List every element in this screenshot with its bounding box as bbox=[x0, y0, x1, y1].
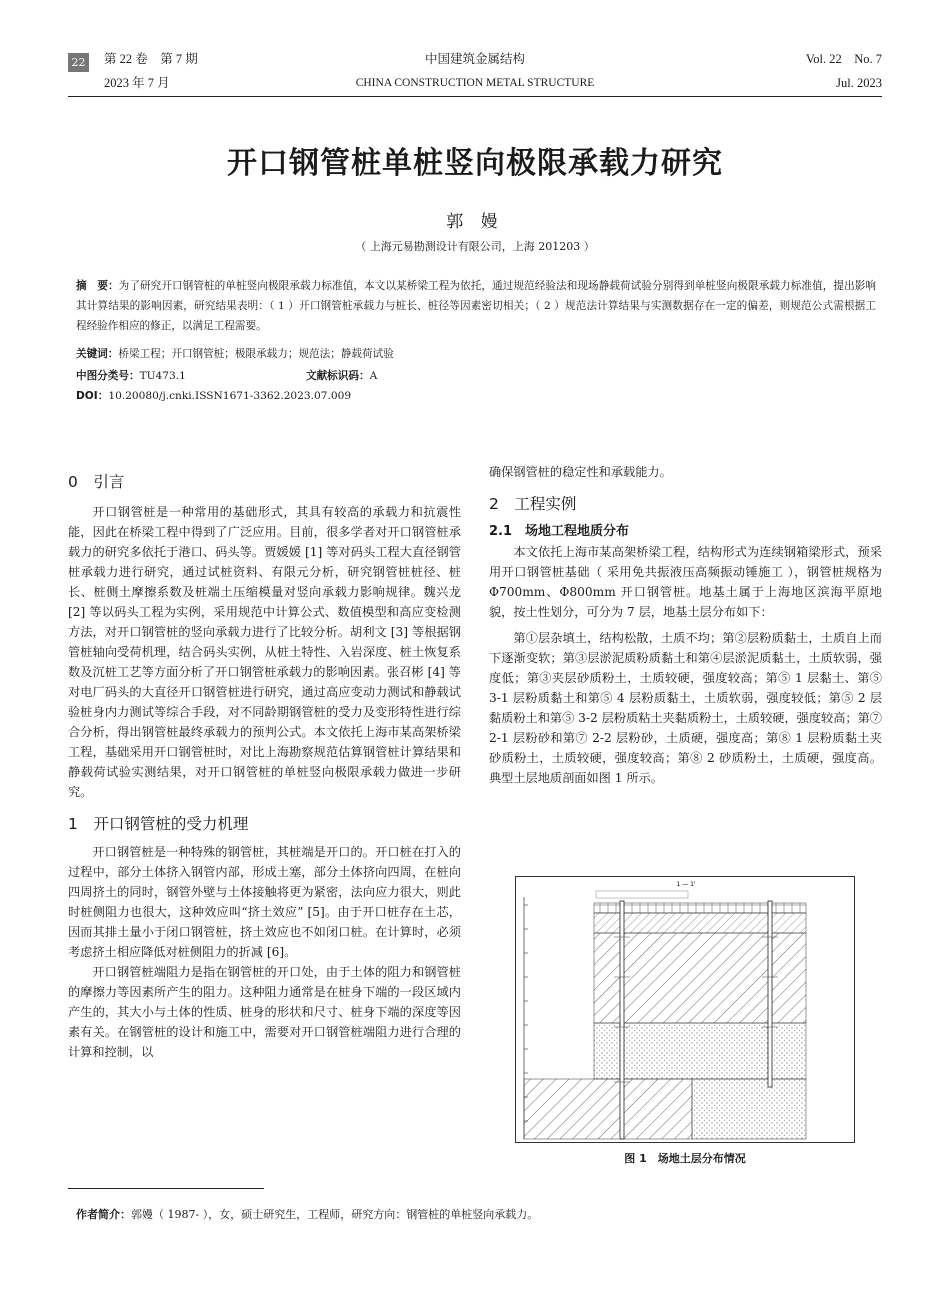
section-0-paragraph: 开口钢管桩是一种常用的基础形式，其具有较高的承载力和抗震性能，因此在桥梁工程中得到了广泛应用。目前，很多学者对开口钢管桩承载力的研究多依托于港口、码头等。贾媛媛 [1] 等对码头工程大直径钢管桩承载力进行研究，通过试桩资料、有限元分析，研究钢管桩桩径、桩长、桩侧土摩擦系数及桩端土压缩模量对竖向承载力影响规律。魏兴龙 [2] 等以码头工程为实例，采用规范中计算公式、数值模型和高应变检测方法，对开口钢管桩的竖向承载力进行了比较分析。胡利文 [3] 等根据钢管桩轴向受荷机理，结合码头实例，从桩土特性、入岩深度、桩土恢复系数及沉桩工艺等方面分析了开口钢管桩承载力的影响因素。张召彬 [4] 等对电厂码头的大直径开口钢管桩进行研究，通过高应变动力测试和静载试验桩身内力测试等综合手段，对不同龄期钢管桩的受力及变形特性进行综合分析，得出钢管桩最终承载力的预判公式。本文依托上海市某高架桥梁工程，基础采用开口钢管桩时，对比上海勘察规范估算钢管桩计算结果和静载荷试验实测结果，对开口钢管桩的单桩竖向极限承载力做进一步研究。 bbox=[68, 505, 461, 799]
keywords bbox=[76, 346, 394, 362]
clc-label: 中图分类号： bbox=[76, 370, 140, 382]
volume-cn: 第 22 卷 第 7 期 bbox=[104, 52, 198, 66]
doc-code-label: 文献标识码： bbox=[306, 370, 370, 382]
section-2-heading: 2 工程实例 bbox=[489, 495, 577, 513]
clc-text: TU473.1 bbox=[139, 370, 186, 382]
keywords-text: 桥梁工程；开口钢管桩；极限承载力；规范法；静载荷试验 bbox=[118, 348, 394, 360]
sandy-silt-layer bbox=[594, 1023, 806, 1079]
doi-label: DOI： bbox=[76, 390, 109, 402]
author-bio-label: 作者简介： bbox=[76, 1208, 131, 1221]
journal-title-en: CHINA CONSTRUCTION METAL STRUCTURE bbox=[355, 77, 595, 89]
section-1-heading: 1 开口钢管桩的受力机理 bbox=[68, 815, 249, 833]
borehole-1 bbox=[620, 901, 624, 1139]
silty-clay-layer bbox=[594, 913, 806, 933]
author-bio bbox=[76, 1206, 538, 1222]
author-bio-text: 郭嫚（ 1987- ），女，硕士研究生，工程师，研究方向：钢管桩的单桩竖向承载力。 bbox=[131, 1208, 539, 1221]
date-cn: 2023 年 7 月 bbox=[104, 76, 170, 90]
journal-title-cn: 中国建筑金属结构 bbox=[424, 52, 525, 66]
clc-number bbox=[76, 368, 186, 384]
silty-sand-layer bbox=[692, 1079, 806, 1139]
figure-caption: 图 1 场地土层分布情况 bbox=[624, 1152, 746, 1165]
document-code bbox=[306, 368, 377, 384]
section-0-heading: 0 引言 bbox=[68, 473, 125, 491]
section-2-1-paragraph-2: 第①层杂填土，结构松散，土质不均；第②层粉质黏土，土质自上而下逐渐变软；第③层淤泥质粉质黏土和第④层淤泥质黏土，土质软弱，强度低；第③夹层砂质粉土，土质较硬，强度较高；第⑤ 1 层黏土、第⑤ 3-1 层粉质黏土和第⑤ 4 层粉质黏土，土质软弱，强度较低；第⑤ 2 层黏质粉土和第⑤ 3-2 层粉质粘土夹黏质粉土，土质较硬，强度较高；第⑦ 2-1 层粉砂和第⑦ 2-2 层粉砂，土质硬，强度高；第⑧ 1 层粉质黏土夹砂质粉土，土质较硬，强度较高；第⑧ 2 砂质粉土，土质硬，强度高。典型土层地质剖面如图 1 所示。 bbox=[489, 631, 882, 785]
section-1-continuation: 确保钢管桩的稳定性和承载能力。 bbox=[489, 465, 672, 479]
figure-section-label: 1 — 1' bbox=[676, 881, 696, 888]
section-2-1-paragraph-1: 本文依托上海市某高架桥梁工程，结构形式为连续钢箱梁形式，预采用开口钢管桩基础（ 采用免共振液压高频振动锤施工 ），钢管桩规格为 Φ700mm、Φ800mm 开口钢管桩。地基土属于上海地区滨海平原地貌，按土性划分，可分为 7 层，地基土层分布如下： bbox=[489, 545, 882, 619]
keywords-label: 关键词： bbox=[76, 348, 119, 360]
section-2-1-heading: 2.1 场地工程地质分布 bbox=[489, 524, 630, 539]
footnote-rule bbox=[68, 1188, 264, 1189]
doc-code-text: A bbox=[369, 370, 378, 382]
date-en: Jul. 2023 bbox=[836, 76, 882, 90]
section-1-paragraph-1: 开口钢管桩是一种特殊的钢管桩，其桩端是开口的。开口桩在打入的过程中，部分土体挤入钢管内部，形成土塞，部分土体挤向四周，在桩向四周挤土的同时，钢管外壁与土体接触将更为紧密，法向应力很大，则此时桩侧阻力也很大，这种效应叫“挤土效应” [5]。由于开口桩存在土芯，因而其排土量小于闭口钢管桩，挤土效应也不如闭口桩。在计算时，必须考虑挤土相应降低对桩侧阻力的折减 [6]。 bbox=[68, 845, 461, 959]
abstract-text: 为了研究开口钢管桩的单桩竖向极限承载力标准值，本文以某桥梁工程为依托，通过规范经验法和现场静载荷试验分别得到单桩竖向极限承载力标准值，提出影响其计算结果的影响因素，研究结果表明：（ 1 ）开口钢管桩承载力与桩长、桩径等因素密切相关；（ 2 ）规范法计算结果与实测数据存在一定的偏差，则规范公式需根据工程经验作相应的修正，以满足工程需要。 bbox=[76, 280, 876, 332]
clay-lower-layer bbox=[524, 1079, 692, 1139]
abstract bbox=[76, 276, 876, 336]
affiliation: （ 上海元易勘测设计有限公司，上海 201203 ） bbox=[355, 240, 595, 253]
volume-en: Vol. 22 No. 7 bbox=[805, 52, 882, 66]
doi bbox=[76, 388, 351, 404]
borehole-2 bbox=[768, 901, 772, 1087]
header-rule bbox=[68, 96, 882, 97]
fill-layer bbox=[594, 903, 806, 913]
muddy-clay-layer bbox=[594, 933, 806, 1023]
figure-legend-box bbox=[596, 891, 688, 898]
author: 郭 嫚 bbox=[446, 212, 504, 232]
left-column bbox=[68, 472, 461, 1062]
abstract-label: 摘 要： bbox=[76, 280, 119, 292]
paper-title: 开口钢管桩单桩竖向极限承载力研究 bbox=[227, 146, 723, 181]
section-1-paragraph-2: 开口钢管桩端阻力是指在钢管桩的开口处，由于土体的阻力和钢管桩的摩擦力等因素所产生的阻力。这种阻力通常是在桩身下端的一段区域内产生的，其大小与土体的性质、桩身的形状和尺寸、桩身下端的深度等因素有关。在钢管桩的设计和施工中，需要对开口钢管桩端阻力进行合理的计算和控制，以 bbox=[68, 965, 461, 1059]
soil-profile-figure bbox=[515, 876, 855, 1143]
soil-profile-diagram bbox=[516, 877, 854, 1142]
page-number: 22 bbox=[68, 53, 89, 72]
right-column bbox=[489, 462, 882, 788]
doi-text: 10.20080/j.cnki.ISSN1671-3362.2023.07.009 bbox=[108, 390, 352, 402]
